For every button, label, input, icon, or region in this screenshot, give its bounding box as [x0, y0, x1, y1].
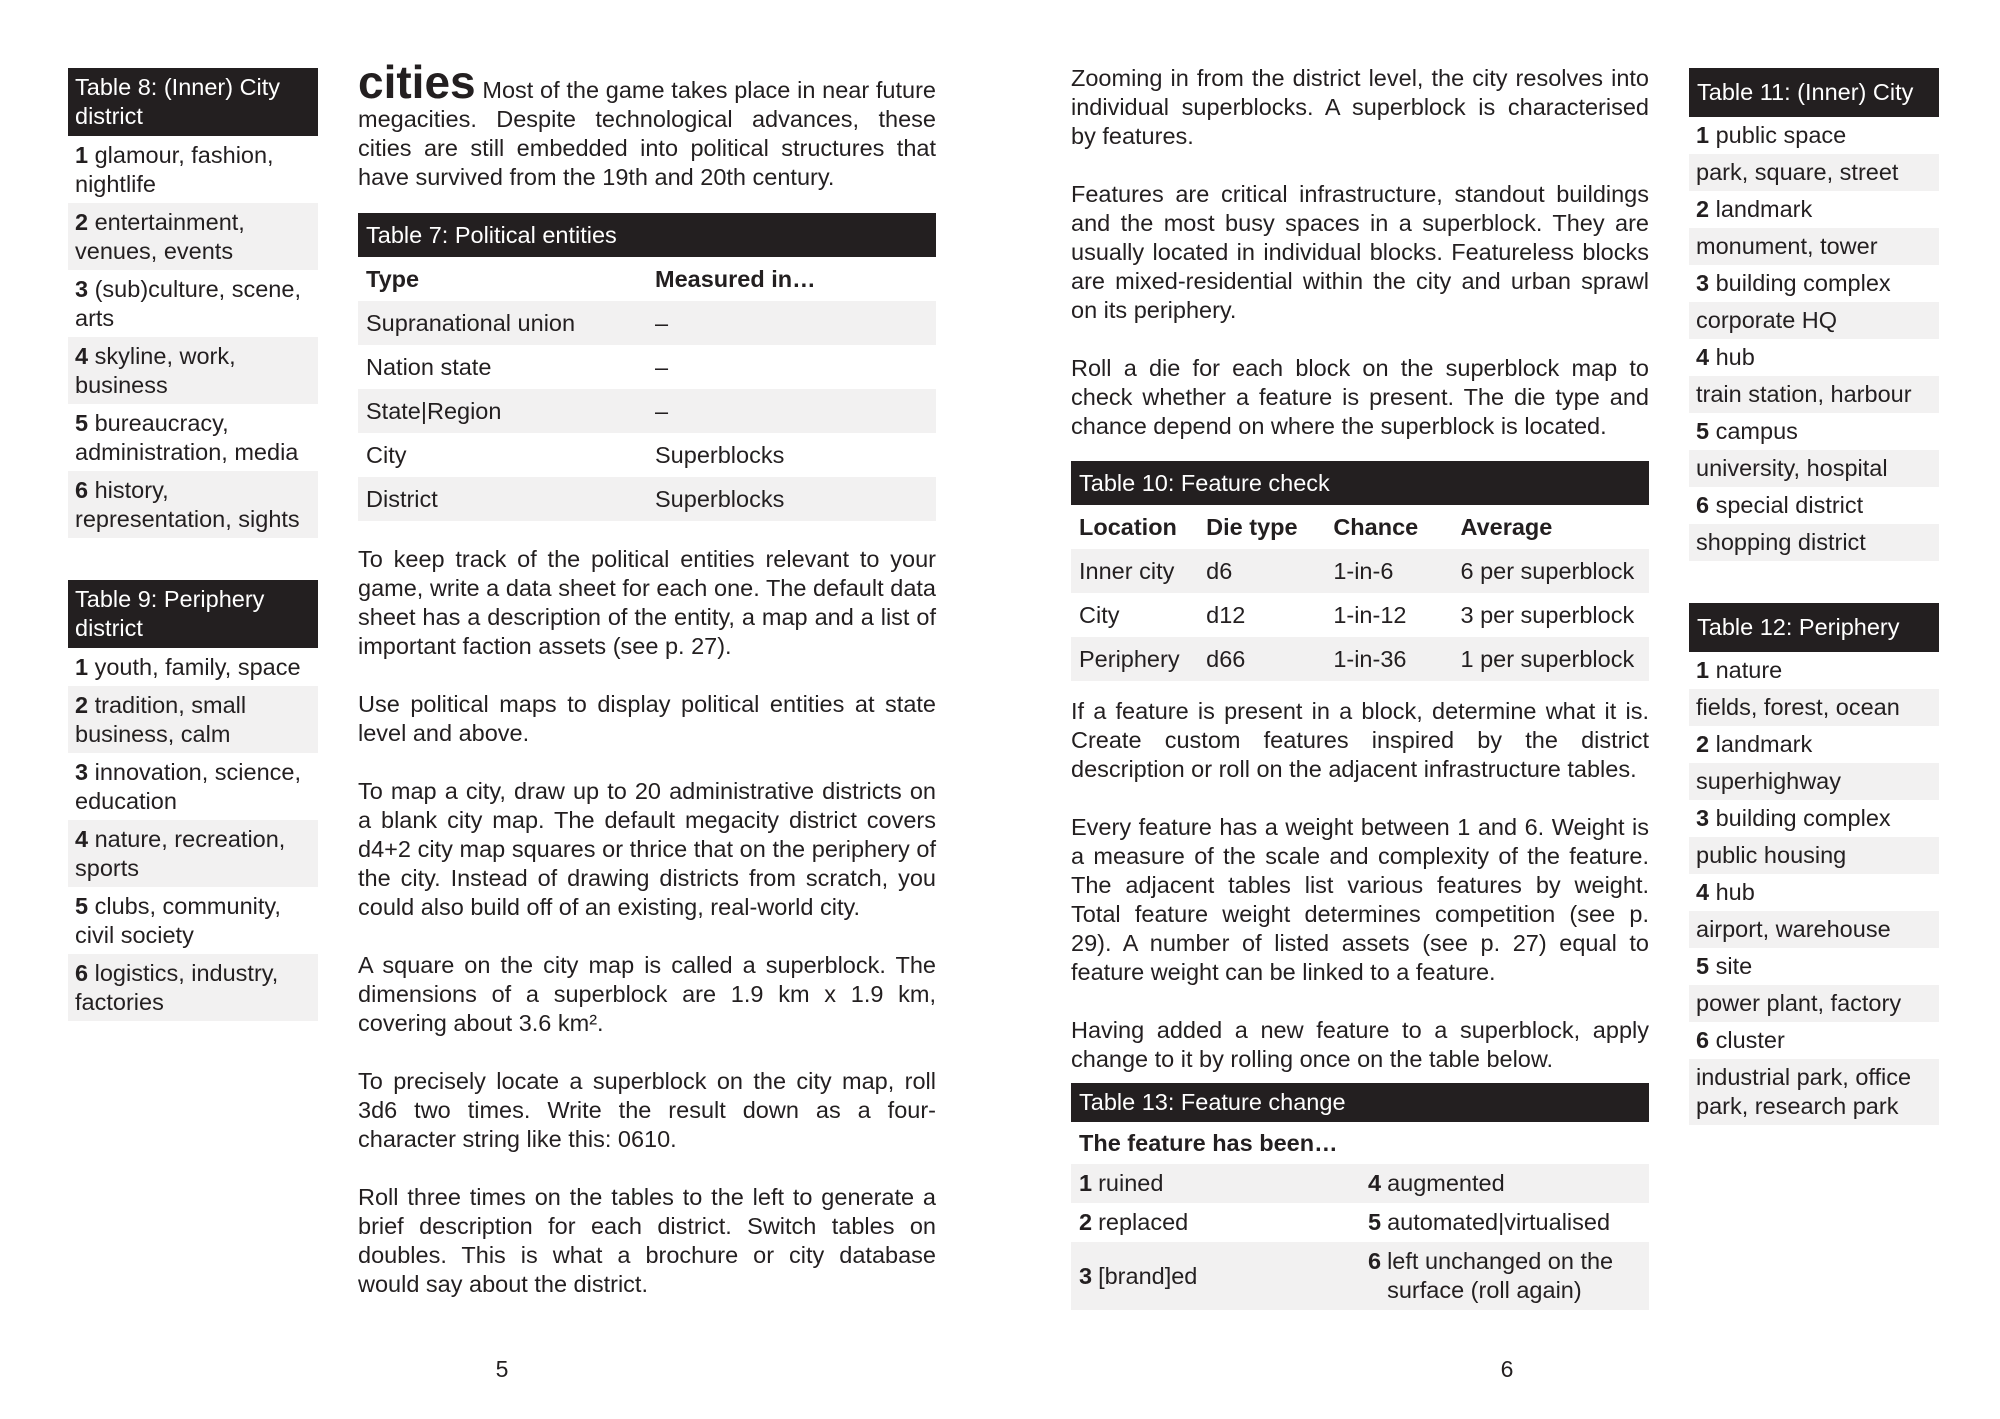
table-8-cell: [68, 203, 318, 270]
table-13-cell: [1071, 1164, 1360, 1203]
table-12-entry-text: industrial park, office park, research park: [1696, 1064, 1912, 1119]
table-11-row: [1689, 117, 1939, 154]
table-13-entry: [1079, 1208, 1352, 1237]
table-8-row: [68, 404, 318, 471]
table-10-header-location: Location: [1079, 514, 1177, 540]
table-11-cell: [1689, 228, 1939, 265]
table-8-entry-text: bureaucracy, administration, media: [75, 410, 299, 465]
table-13-entry: [1368, 1169, 1635, 1198]
table-11-roll-number: 2: [1696, 196, 1710, 222]
table-8-entry-text: history, representation, sights: [75, 477, 300, 532]
table-12-entry-text: landmark: [1715, 731, 1813, 757]
table-12-entry-text: power plant, factory: [1696, 990, 1902, 1016]
body-paragraph: A square on the city map is called a superblock. The dimensions of a superblock are 1.9 km x 1.9 km, covering about 3.6 km².: [358, 952, 936, 1036]
table-13-roll-number: 3: [1079, 1262, 1093, 1289]
table-8-roll-number: 5: [75, 410, 89, 436]
table-13-roll-number: 2: [1079, 1209, 1093, 1235]
table-10-header-die-type: Die type: [1206, 514, 1298, 540]
table-13-row: [1071, 1203, 1649, 1242]
table-9-roll-number: 3: [75, 759, 89, 785]
table-12-row: [1689, 911, 1939, 948]
table-8-entry-text: entertainment, venues, events: [75, 209, 245, 264]
table-8-row: [68, 337, 318, 404]
table-11-entry-text: landmark: [1715, 196, 1813, 222]
table-12-row: [1689, 726, 1939, 763]
table-12-entry-text: nature: [1715, 657, 1783, 683]
table-8-row: [68, 136, 318, 203]
table-8-cell: [68, 136, 318, 203]
table-11-cell: [1689, 450, 1939, 487]
table-9-entry-text: tradition, small business, calm: [75, 692, 247, 747]
table-8-row: [68, 203, 318, 270]
table-11-row: [1689, 413, 1939, 450]
table-7-cell: Nation state: [366, 354, 492, 380]
table-11-entry-text: special district: [1715, 492, 1864, 518]
table-7-political-entities: [358, 213, 936, 521]
table-13-row: [1071, 1164, 1649, 1203]
table-7-row: [358, 345, 936, 389]
table-7-row: [358, 389, 936, 433]
table-8-entry-text: skyline, work, business: [75, 343, 236, 398]
table-11-cell: [1689, 154, 1939, 191]
table-8-entry-text: glamour, fashion, nightlife: [75, 142, 274, 197]
table-9-entry-text: clubs, community, civil society: [75, 893, 281, 948]
table-7-header-measured: Measured in…: [655, 266, 816, 292]
table-11-cell: [1689, 487, 1939, 524]
table-12-row: [1689, 948, 1939, 985]
left-sidebar: [68, 68, 318, 1021]
table-12-cell: [1689, 689, 1939, 726]
table-12-cell: [1689, 652, 1939, 689]
left-main-column: [358, 56, 936, 1328]
table-12-row: [1689, 652, 1939, 689]
table-13-roll-number: 4: [1368, 1170, 1382, 1196]
table-9-row: [68, 686, 318, 753]
table-9-roll-number: 2: [75, 692, 89, 718]
table-12-cell: [1689, 911, 1939, 948]
body-paragraph: Every feature has a weight between 1 and 6. Weight is a measure of the scale and complexity of the feature. The adjacent tables list various features by weight. Total feature weight determines competition (see p. 29). A number of listed assets (see p. 27) equal to feature weight can be linked to a feature.: [1071, 814, 1649, 985]
table-12-cell: [1689, 837, 1939, 874]
table-11-row: [1689, 302, 1939, 339]
table-10-cell: 1 per superblock: [1452, 637, 1649, 681]
table-9-entry-text: logistics, industry, factories: [75, 960, 279, 1015]
body-paragraph: To precisely locate a superblock on the city map, roll 3d6 two times. Write the result down as a four-character string like this: 0610.: [358, 1068, 936, 1152]
table-9-entry-text: innovation, science, education: [75, 759, 302, 814]
table-11-cell: [1689, 265, 1939, 302]
table-12-cell: [1689, 1059, 1939, 1125]
table-12-cell: [1689, 763, 1939, 800]
table-12-row: [1689, 985, 1939, 1022]
table-11-row: [1689, 265, 1939, 302]
table-9-title: Table 9: Periphery district: [68, 580, 318, 648]
table-8-cell: [68, 270, 318, 337]
table-12-cell: [1689, 874, 1939, 911]
table-13-entry-text: replaced: [1098, 1209, 1189, 1235]
table-11-row: [1689, 191, 1939, 228]
table-11-entry-text: building complex: [1715, 270, 1891, 296]
table-9-roll-number: 6: [75, 960, 89, 986]
table-11-title: Table 11: (Inner) City: [1689, 68, 1939, 117]
table-13-entry-text: ruined: [1098, 1170, 1164, 1196]
table-9-roll-number: 4: [75, 826, 89, 852]
table-12-row: [1689, 763, 1939, 800]
table-10-row: [1071, 637, 1649, 681]
table-9-row: [68, 648, 318, 686]
table-12-entry-text: fields, forest, ocean: [1696, 694, 1900, 720]
table-12-row: [1689, 689, 1939, 726]
table-11-inner-city: [1689, 68, 1939, 561]
table-13-roll-number: 6: [1368, 1248, 1382, 1274]
table-11-entry-text: hub: [1715, 344, 1755, 370]
table-7-cell: –: [647, 389, 936, 433]
table-10-cell: City: [1079, 602, 1120, 628]
table-12-entry-text: superhighway: [1696, 768, 1842, 794]
table-7-cell: Superblocks: [647, 477, 936, 521]
table-10-cell: 1-in-6: [1325, 549, 1452, 593]
table-13-cell: [1360, 1203, 1649, 1242]
table-8-roll-number: 6: [75, 477, 89, 503]
table-11-entry-text: monument, tower: [1696, 233, 1878, 259]
table-7-row: [358, 301, 936, 345]
table-12-cell: [1689, 985, 1939, 1022]
table-8-entry-text: (sub)culture, scene, arts: [75, 276, 301, 331]
table-11-cell: [1689, 413, 1939, 450]
table-7-header-type: Type: [366, 266, 420, 292]
table-13-cell: [1071, 1242, 1360, 1310]
table-11-row: [1689, 524, 1939, 561]
table-12-row: [1689, 800, 1939, 837]
body-paragraph: To keep track of the political entities relevant to your game, write a data sheet for each one. The default data sheet has a description of the entity, a map and a list of important faction assets (see p. 27).: [358, 546, 936, 659]
table-12-roll-number: 6: [1696, 1027, 1710, 1053]
table-13-feature-change: [1071, 1083, 1649, 1310]
table-11-cell: [1689, 302, 1939, 339]
table-13-entry-text: automated|virtualised: [1387, 1209, 1611, 1235]
table-9-cell: [68, 753, 318, 820]
table-7-cell: District: [358, 477, 647, 521]
table-12-entry-text: building complex: [1715, 805, 1891, 831]
table-11-roll-number: 5: [1696, 418, 1710, 444]
table-7-cell: City: [366, 442, 407, 468]
left-body-text: [358, 545, 936, 1299]
body-paragraph: To map a city, draw up to 20 administrative districts on a blank city map. The default megacity district covers d4+2 city map squares or thrice that on the periphery of the city. Instead of drawing districts from scratch, you could also build off of an existing, real-world city.: [358, 778, 936, 920]
table-13-entry: [1368, 1247, 1635, 1305]
intro-paragraph: [358, 56, 936, 192]
body-paragraph: Zooming in from the district level, the city resolves into individual superblocks. A superblock is characterised by features.: [1071, 65, 1649, 149]
table-7-cell: –: [655, 354, 669, 380]
table-10-feature-check: [1071, 461, 1649, 681]
table-7-cell: State|Region: [358, 389, 647, 433]
table-12-entry-text: cluster: [1715, 1027, 1785, 1053]
page-number-left: 5: [495, 1356, 509, 1382]
table-13-entry-text: [brand]ed: [1098, 1262, 1198, 1289]
table-13-entry: [1079, 1262, 1352, 1291]
table-12-cell: [1689, 726, 1939, 763]
table-10-cell: Periphery: [1071, 637, 1198, 681]
table-11-entry-text: campus: [1715, 418, 1798, 444]
table-12-cell: [1689, 1022, 1939, 1059]
table-8-roll-number: 1: [75, 142, 89, 168]
table-11-roll-number: 6: [1696, 492, 1710, 518]
table-11-row: [1689, 450, 1939, 487]
table-9-row: [68, 820, 318, 887]
table-11-entry-text: train station, harbour: [1696, 381, 1912, 407]
table-11-cell: [1689, 117, 1939, 154]
table-9-entry-text: youth, family, space: [94, 654, 301, 680]
table-7-row: [358, 433, 936, 477]
table-11-cell: [1689, 524, 1939, 561]
table-12-roll-number: 5: [1696, 953, 1710, 979]
table-11-row: [1689, 376, 1939, 413]
table-8-roll-number: 2: [75, 209, 89, 235]
table-10-header-average: Average: [1460, 514, 1553, 540]
body-paragraph: Roll three times on the tables to the left to generate a brief description for each district. Switch tables on doubles. This is what a brochure or city database would say about the district.: [358, 1184, 936, 1297]
table-8-roll-number: 4: [75, 343, 89, 369]
table-11-cell: [1689, 191, 1939, 228]
table-12-periphery: [1689, 603, 1939, 1125]
table-11-roll-number: 3: [1696, 270, 1710, 296]
table-9-roll-number: 5: [75, 893, 89, 919]
table-8-inner-city-district: [68, 68, 318, 538]
table-11-roll-number: 1: [1696, 122, 1710, 148]
table-7-row: [358, 477, 936, 521]
body-paragraph: Use political maps to display political entities at state level and above.: [358, 691, 936, 746]
table-12-title: Table 12: Periphery: [1689, 603, 1939, 652]
table-9-cell: [68, 686, 318, 753]
table-12-roll-number: 1: [1696, 657, 1710, 683]
table-9-periphery-district: [68, 580, 318, 1021]
table-13-roll-number: 5: [1368, 1209, 1382, 1235]
table-10-cell: d66: [1198, 637, 1325, 681]
table-9-cell: [68, 887, 318, 954]
table-10-cell: d6: [1198, 549, 1325, 593]
table-9-row: [68, 954, 318, 1021]
table-10-cell: 1-in-12: [1333, 602, 1407, 628]
right-body-text-top: [1071, 64, 1649, 441]
right-body-text-mid: [1071, 697, 1649, 1074]
table-12-roll-number: 3: [1696, 805, 1710, 831]
table-12-row: [1689, 874, 1939, 911]
table-13-title: Table 13: Feature change: [1071, 1083, 1649, 1122]
table-12-entry-text: hub: [1715, 879, 1755, 905]
table-13-roll-number: 1: [1079, 1170, 1093, 1196]
table-11-row: [1689, 339, 1939, 376]
table-12-roll-number: 4: [1696, 879, 1710, 905]
table-8-cell: [68, 471, 318, 538]
body-paragraph: Roll a die for each block on the superblock map to check whether a feature is present. The die type and chance depend on where the superblock is located.: [1071, 355, 1649, 439]
table-10-cell: 6 per superblock: [1452, 549, 1649, 593]
intro-text: Most of the game takes place in near future megacities. Despite technological advances, these cities are still embedded into political structures that have survived from the 19th and 20th century.: [358, 77, 936, 190]
table-12-roll-number: 2: [1696, 731, 1710, 757]
body-paragraph: If a feature is present in a block, determine what it is. Create custom features inspired by the district description or roll on the adjacent infrastructure tables.: [1071, 698, 1649, 782]
table-7-cell: Superblocks: [655, 442, 785, 468]
table-10-row: [1071, 549, 1649, 593]
table-12-entry-text: site: [1715, 953, 1753, 979]
page-number-right: 6: [1500, 1356, 1514, 1382]
table-9-row: [68, 753, 318, 820]
table-13-cell: [1360, 1242, 1649, 1310]
table-11-entry-text: corporate HQ: [1696, 307, 1838, 333]
right-sidebar: [1689, 68, 1939, 1125]
table-9-cell: [68, 648, 318, 686]
table-10-header-chance: Chance: [1333, 514, 1419, 540]
table-7-title: Table 7: Political entities: [358, 213, 936, 257]
table-10-title: Table 10: Feature check: [1071, 461, 1649, 505]
table-11-entry-text: public space: [1715, 122, 1847, 148]
table-12-row: [1689, 1059, 1939, 1125]
table-9-entry-text: nature, recreation, sports: [75, 826, 286, 881]
table-10-cell: 3 per superblock: [1460, 602, 1635, 628]
table-7-cell: –: [647, 301, 936, 345]
table-11-row: [1689, 228, 1939, 265]
table-12-entry-text: public housing: [1696, 842, 1847, 868]
table-12-row: [1689, 837, 1939, 874]
table-12-row: [1689, 1022, 1939, 1059]
table-13-cell: [1071, 1203, 1360, 1242]
body-paragraph: Having added a new feature to a superblock, apply change to it by rolling once on the table below.: [1071, 1017, 1649, 1072]
table-11-row: [1689, 154, 1939, 191]
table-13-entry-text: left unchanged on the surface (roll again): [1387, 1248, 1614, 1303]
table-11-cell: [1689, 339, 1939, 376]
table-13-entry: [1368, 1208, 1635, 1237]
table-8-cell: [68, 337, 318, 404]
table-10-cell: Inner city: [1071, 549, 1198, 593]
table-13-row: [1071, 1242, 1649, 1310]
table-10-cell: d12: [1206, 602, 1246, 628]
table-9-row: [68, 887, 318, 954]
table-8-roll-number: 3: [75, 276, 89, 302]
table-9-cell: [68, 820, 318, 887]
table-11-roll-number: 4: [1696, 344, 1710, 370]
table-8-cell: [68, 404, 318, 471]
table-8-row: [68, 471, 318, 538]
table-8-title: Table 8: (Inner) City district: [68, 68, 318, 136]
table-13-subheader: The feature has been…: [1079, 1130, 1338, 1156]
table-11-entry-text: university, hospital: [1696, 455, 1888, 481]
table-11-cell: [1689, 376, 1939, 413]
table-9-cell: [68, 954, 318, 1021]
right-main-column: [1071, 64, 1649, 1310]
body-paragraph: Features are critical infrastructure, standout buildings and the most busy spaces in a superblock. They are usually located in individual blocks. Featureless blocks are mixed-residential within the city and urban sprawl on its periphery.: [1071, 181, 1649, 323]
table-12-cell: [1689, 800, 1939, 837]
table-13-entry-text: augmented: [1387, 1170, 1505, 1196]
table-9-roll-number: 1: [75, 654, 89, 680]
section-heading: cities: [358, 56, 476, 108]
table-10-cell: 1-in-36: [1325, 637, 1452, 681]
table-7-cell: Supranational union: [358, 301, 647, 345]
table-12-cell: [1689, 948, 1939, 985]
table-12-entry-text: airport, warehouse: [1696, 916, 1891, 942]
table-11-entry-text: park, square, street: [1696, 159, 1899, 185]
table-10-row: [1071, 593, 1649, 637]
table-11-entry-text: shopping district: [1696, 529, 1866, 555]
table-13-cell: [1360, 1164, 1649, 1203]
table-8-row: [68, 270, 318, 337]
table-13-entry: [1079, 1169, 1352, 1198]
table-11-row: [1689, 487, 1939, 524]
